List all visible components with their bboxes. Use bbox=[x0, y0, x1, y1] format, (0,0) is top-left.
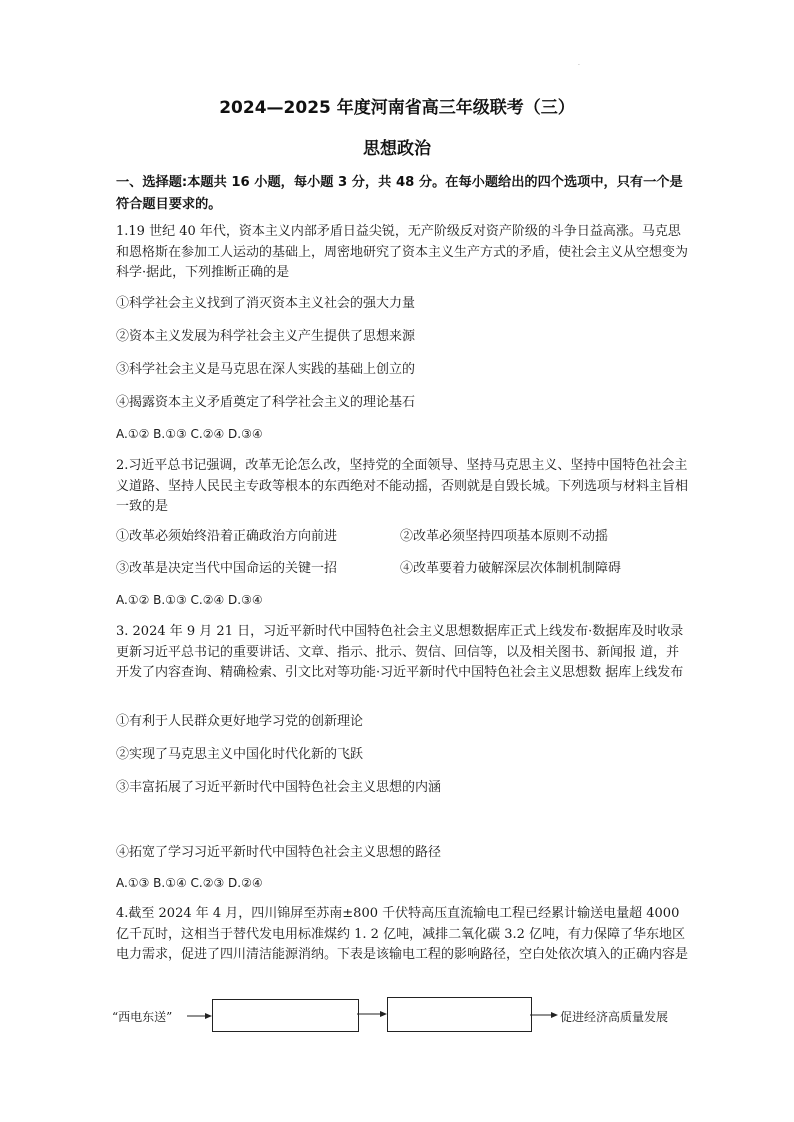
question-3-stem: 3. 2024 年 9 月 21 日，习近平新时代中国特色社会主义思想数据库正式上线发布·数据库及时收录更新习近平总书记的重要讲话、文章、指示、批示、贺信、回信等，以及相关图书、新闻报 道，并开发了内容查询、精确检索、引文比对等功能·习近平新时代中国特色社会主义思想数 据库上线发布 bbox=[116, 624, 684, 680]
flow-start-label: “西电东送” bbox=[112, 1010, 173, 1024]
question-1-option-3: ③科学社会主义是马克思在深人实践的基础上创立的 bbox=[116, 362, 416, 377]
question-4-stem: 4.截至 2024 年 4 月，四川锦屏至苏南±800 千伏特高压直流输电工程已经累计输送电量超 4000 亿千瓦时，这相当于替代发电用标准煤约 1. 2 亿吨，减排二氧化碳 3.2 亿吨，有力保障了华东地区电力需求，促进了四川清洁能源消纳。下表是该输电工程的影响路径，空白处依次填入的正确内容是 bbox=[116, 906, 689, 962]
corner-mark: · bbox=[578, 62, 580, 69]
exam-title: 2024—2025 年度河南省高三年级联考（三） bbox=[219, 98, 575, 118]
question-2-option-4: ④改革要着力破解深层次体制机制障碍 bbox=[400, 561, 622, 576]
question-1-answers: A.①② B.①③ C.②④ D.③④ bbox=[116, 427, 263, 441]
question-1-option-2: ②资本主义发展为科学社会主义产生提供了思想来源 bbox=[116, 329, 416, 344]
question-2-option-1: ①改革必须始终沿着正确政治方向前进 bbox=[116, 529, 338, 544]
question-2-option-2: ②改革必须坚持四项基本原则不动摇 bbox=[400, 529, 609, 544]
flow-arrowhead-3 bbox=[551, 1012, 558, 1018]
flow-end-label: 促进经济高质量发展 bbox=[560, 1010, 669, 1024]
section-instructions: 一、选择题:本题共 16 小题，每小题 3 分，共 48 分。在每小题给出的四个选项中，只有一个是符合题目要求的。 bbox=[116, 175, 683, 212]
question-3-option-4: ④拓宽了学习习近平新时代中国特色社会主义思想的路径 bbox=[116, 845, 442, 860]
question-3-option-2: ②实现了马克思主义中国化时代化新的飞跃 bbox=[116, 747, 364, 762]
question-3-answers: A.①③ B.①④ C.②③ D.②④ bbox=[116, 876, 263, 890]
question-2-answers: A.①② B.①③ C.②④ D.③④ bbox=[116, 593, 263, 607]
question-1-stem: 1.19 世纪 40 年代，资本主义内部矛盾日益尖锐，无产阶级反对资产阶级的斗争日益高涨。马克思和恩格斯在参加工人运动的基础上，周密地研究了资本主义生产方式的矛盾，使社会主义从空想变为科学·据此，下列推断正确的是 bbox=[116, 224, 689, 280]
question-3-option-1: ①有利于人民群众更好地学习党的创新理论 bbox=[116, 714, 364, 729]
question-1-option-1: ①科学社会主义找到了消灭资本主义社会的强大力量 bbox=[116, 296, 416, 311]
question-3-option-3: ③丰富拓展了习近平新时代中国特色社会主义思想的内涵 bbox=[116, 780, 442, 795]
flow-arrowhead-1 bbox=[205, 1013, 212, 1019]
flow-arrowhead-2 bbox=[380, 1011, 387, 1017]
subject-title: 思想政治 bbox=[363, 139, 431, 159]
question-2-option-3: ③改革是决定当代中国命运的关键一招 bbox=[116, 561, 338, 576]
question-2-stem: 2.习近平总书记强调，改革无论怎么改，坚持党的全面领导、坚持马克思主义、坚持中国特色社会主义道路、坚持人民民主专政等根本的东西绝对不能动摇，否则就是自毁长城。下列选项与材料主旨相一致的是 bbox=[116, 458, 689, 514]
question-1-option-4: ④揭露资本主义矛盾奠定了科学社会主义的理论基石 bbox=[116, 395, 416, 410]
